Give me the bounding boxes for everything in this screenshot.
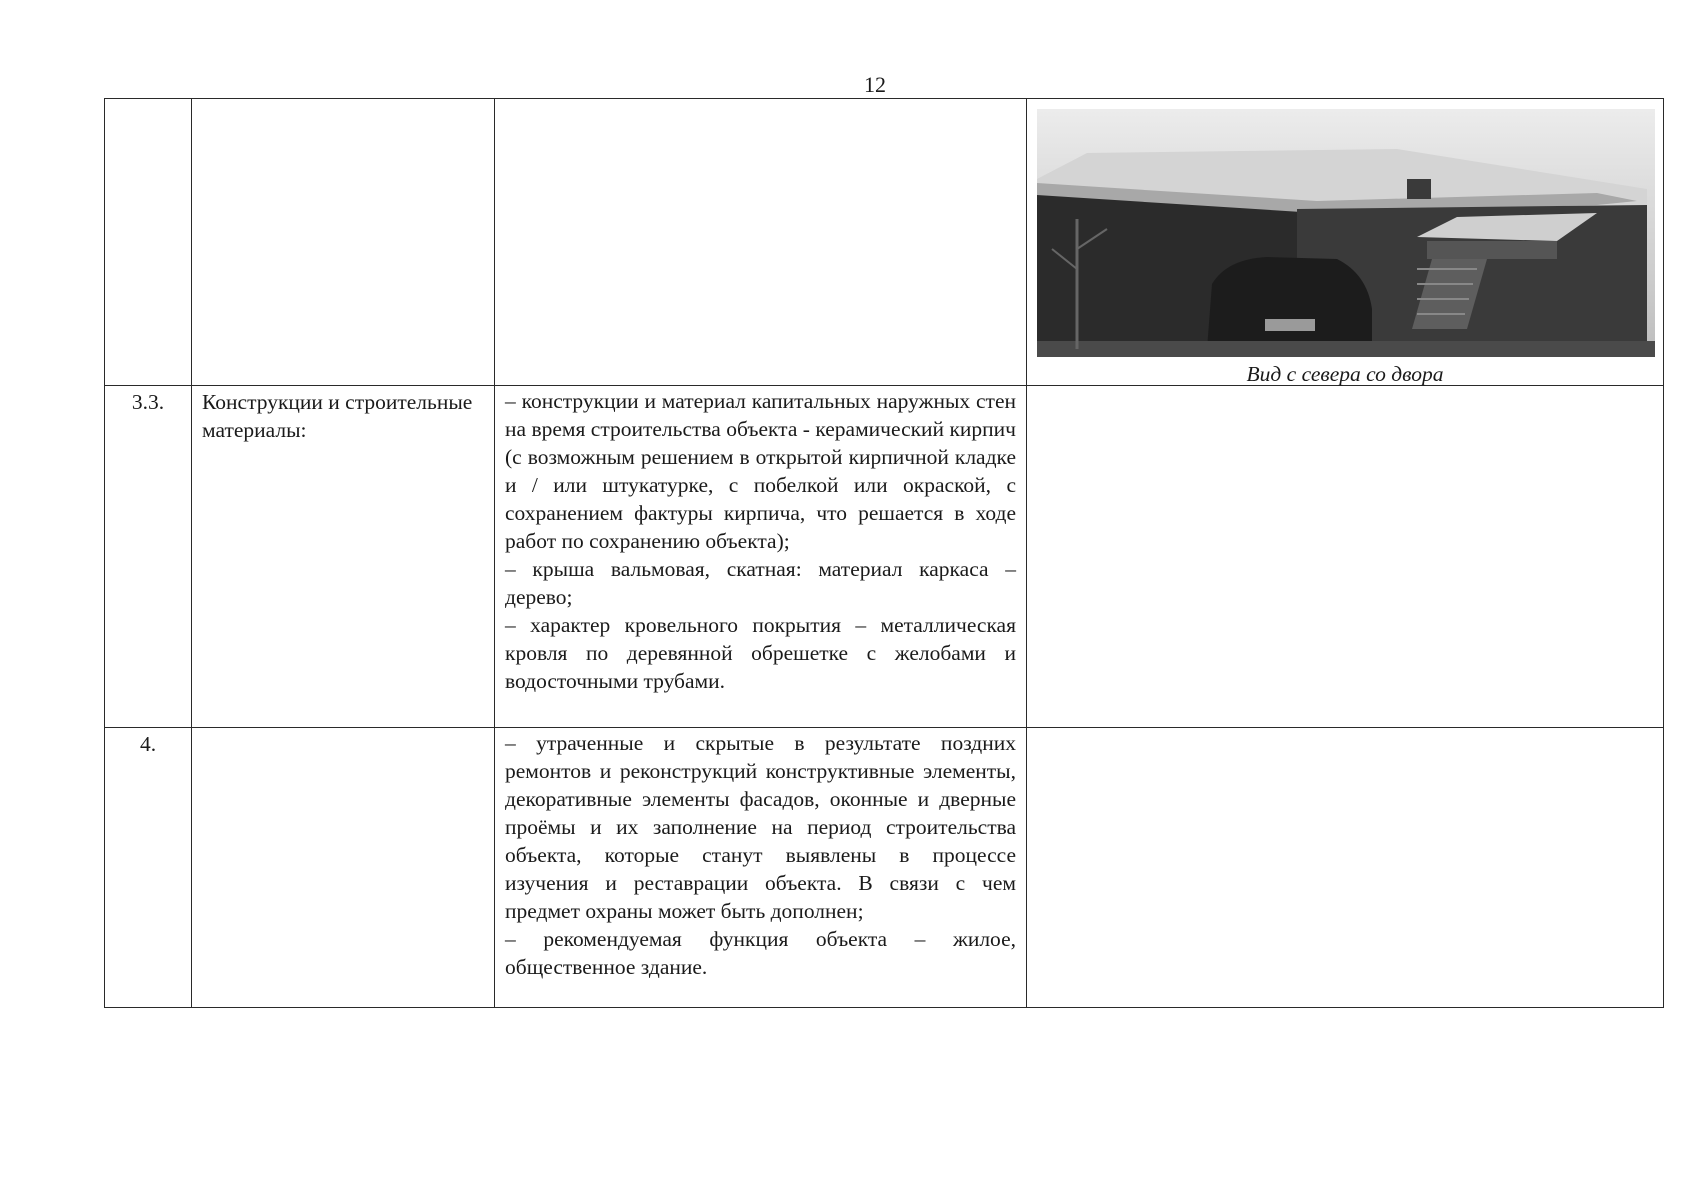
row-number: 3.3. [131, 390, 165, 414]
cell-name [192, 386, 495, 728]
cell-number [105, 728, 192, 1008]
table-row [105, 99, 1664, 386]
cell-number [105, 386, 192, 728]
cell-photo [1027, 728, 1664, 1008]
description-item: – характер кровельного покрытия – металлическая кровля по деревянной обрешетке с желобами и водосточными трубами. [505, 613, 1016, 693]
cell-name [192, 728, 495, 1008]
description-list [495, 728, 1026, 981]
building-photo [1037, 109, 1655, 357]
description-item: – конструкции и материал капитальных наружных стен на время строительства объекта - керамический кирпич (с возможным решением в открытой кирпичной кладке и / или штукатурке, с побелкой или окраской, с сохранением фактуры кирпича, что решается в ходе работ по сохранению объекта); [505, 389, 1016, 553]
cell-photo [1027, 99, 1664, 386]
photo-container [1027, 99, 1663, 385]
cell-description [495, 728, 1027, 1008]
cell-name [192, 99, 495, 386]
row-number: 4. [139, 732, 157, 756]
table-row [105, 728, 1664, 1008]
protection-subject-table [104, 98, 1664, 1008]
photo-caption: Вид с севера со двора [1246, 362, 1444, 386]
cell-description [495, 99, 1027, 386]
cell-description [495, 386, 1027, 728]
description-item: – утраченные и скрытые в результате поздних ремонтов и реконструкций конструктивные элементы, декоративные элементы фасадов, оконные и дверные проёмы и их заполнение на период строительства объекта, которые станут выявлены в процессе изучения и реставрации объекта. В связи с чем предмет охраны может быть дополнен; [505, 731, 1016, 923]
cell-photo [1027, 386, 1664, 728]
table-row [105, 386, 1664, 728]
page-number: 12 [864, 72, 886, 97]
cell-number [105, 99, 192, 386]
description-item: – крыша вальмовая, скатная: материал каркаса – дерево; [505, 557, 1016, 609]
description-list [495, 386, 1026, 695]
description-item: – рекомендуемая функция объекта – жилое, общественное здание. [505, 927, 1016, 979]
row-name: Конструкции и строительные материалы: [202, 390, 473, 442]
